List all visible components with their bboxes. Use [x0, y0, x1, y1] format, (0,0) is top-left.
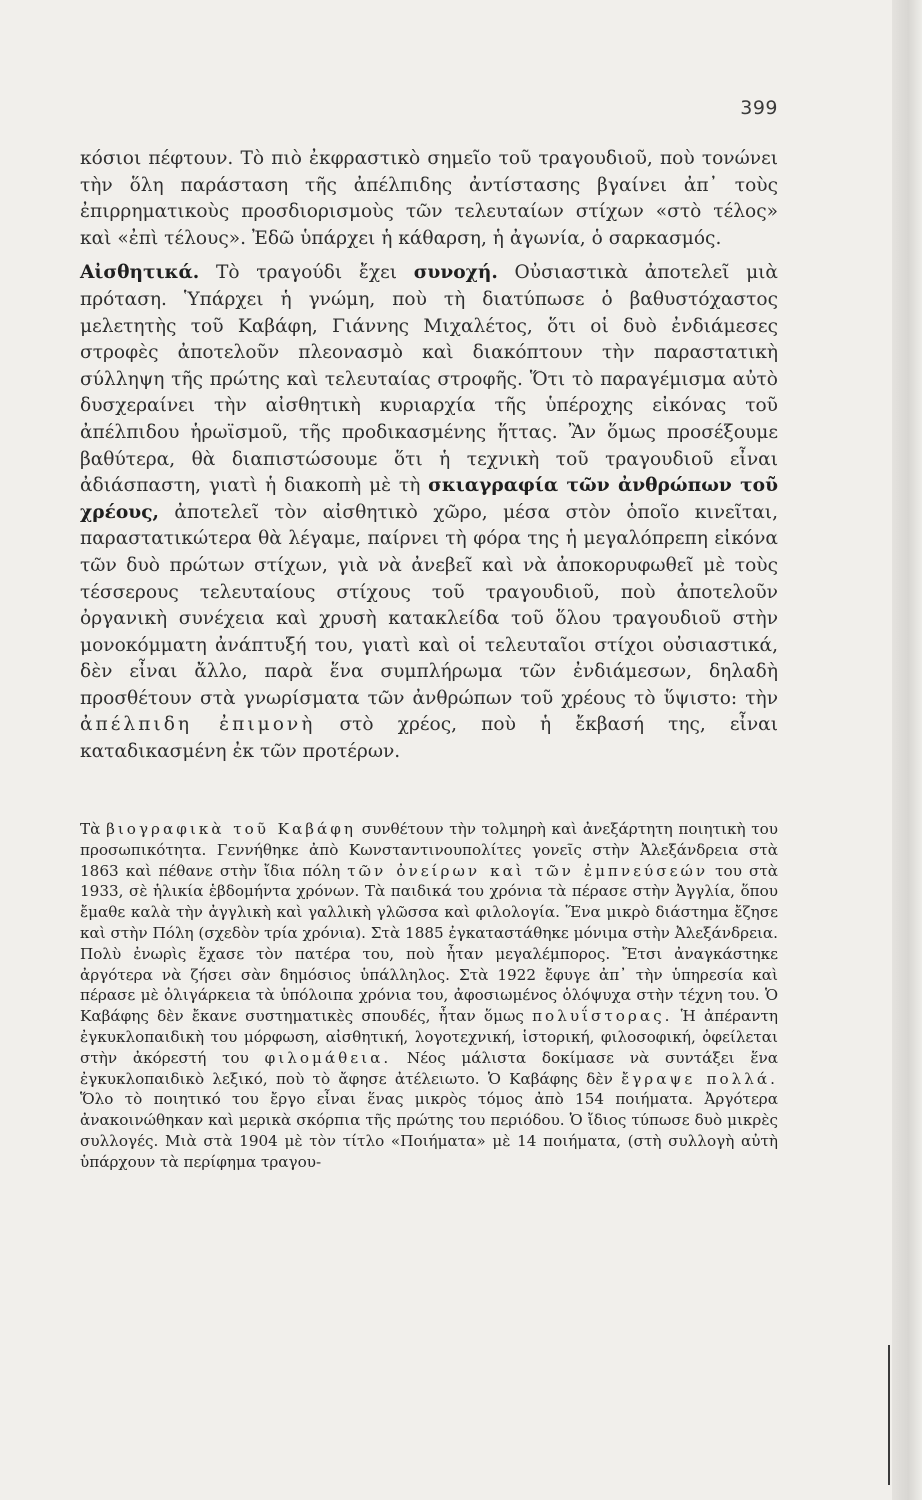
text-fragment: Τὰ	[80, 820, 107, 838]
text-fragment: Ὅλο τὸ ποιητικό του ἔργο εἶναι ἕνας μικρὸς τόμος ἀπὸ 154 ποιήματα. Ἀργότερα ἀνακοινώθηκαν καὶ μερικὰ σκόρπια τῆς πρώτης του περιόδου. Ὁ ἴδιος τύπωσε δυὸ μικρὲς συλλογές. Μιὰ στὰ 1904 μὲ τὸν τίτλο «Ποιήματα» μὲ 14 ποιήματα, (στὴ συλλογὴ αὐτὴ ὑπάρχουν τὰ περίφημα τραγου-	[80, 1090, 778, 1171]
spaced-word-love-of-learning: φιλομάθεια.	[264, 1048, 392, 1067]
text-fragment: Τὸ τραγούδι ἔχει	[199, 262, 414, 284]
text-fragment: συνθέτουν τὴν τολμηρὴ καὶ ἀνεξάρτητη ποιητικὴ του προσωπικότητα. Γεννήθηκε ἀπὸ Κωνσταντινουπολίτες γονεῖς στὴν Ἀλεξάνδρεια στὰ 1863 καὶ πέθανε στὴν ἴδια πόλη	[80, 820, 778, 880]
page-number: 399	[740, 97, 778, 119]
spaced-phrase-biography: βιογραφικὰ τοῦ Καβάφη	[106, 820, 357, 838]
spaced-phrase-persistence: ἀπέλπιδη ἐπιμονὴ	[80, 714, 316, 736]
biography-paragraph	[80, 819, 778, 1173]
paragraph-aesthetics	[80, 260, 778, 765]
biography-note-block	[80, 819, 778, 1173]
text-fragment: Οὐσιαστικὰ ἀποτελεῖ μιὰ πρόταση. Ὑπάρχει ἡ γνώμη, ποὺ τὴ διατύπωσε ὁ βαθυστόχαστος μελετητὴς τοῦ Καβάφη, Γιάννης Μιχαλέτος, ὅτι οἱ δυὸ ἐνδιάμεσες στροφὲς ἀποτελοῦν πλεονασμὸ καὶ διακόπτουν τὴν παραστατικὴ σύλληψη τῆς πρώτης καὶ τελευταίας στροφῆς. Ὅτι τὸ παραγέμισμα αὐτὸ δυσχεραίνει τὴν αἰσθητικὴ κυριαρχία τῆς ὑπέροχης εἰκόνας τοῦ ἀπέλπιδου ἡρωϊσμοῦ, τῆς προδικασμένης ἥττας. Ἂν ὅμως προσέξουμε βαθύτερα, θὰ διαπιστώσουμε ὅτι ἡ τεχνικὴ τοῦ τραγουδιοῦ εἶναι ἀδιάσπαστη, γιατὶ ἡ διακοπὴ μὲ τὴ	[80, 262, 778, 497]
main-text-block	[80, 146, 778, 766]
page-edge-shadow	[892, 0, 922, 1500]
spaced-phrase-wrote-little: ἔγραψε πολλά.	[621, 1069, 778, 1088]
spaced-word-polymath: πολυΐστορας.	[532, 1007, 673, 1026]
text-fragment: Νέος μάλιστα δοκίμασε νὰ συντάξει ἕνα ἐγκυκλοπαιδικὸ λεξικό, ποὺ τὸ ἄφησε ἀτέλειωτο. Ὁ Καβάφης δὲν	[80, 1048, 778, 1088]
section-heading-aesthetics: Αἰσθητικά.	[80, 262, 200, 284]
text-fragment: Ἡ ἀπέραντη ἐγκυκλοπαιδικὴ του μόρφωση, αἰσθητική, λογοτεχνική, ἱστορική, φιλοσοφική, ὀφείλεται στὴν ἀκόρεστή του	[80, 1007, 779, 1067]
bold-term-coherence: συνοχή.	[413, 262, 498, 284]
text-fragment: ἀποτελεῖ τὸν αἰσθητικὸ χῶρο, μέσα στὸν ὁποῖο κινεῖται, παραστατικώτερα θὰ λέγαμε, παίρνει τὴ φόρα της ἡ μεγαλόπρεπη εἰκόνα τῶν δυὸ πρώτων στίχων, γιὰ νὰ ἀνεβεῖ καὶ νὰ ἀποκορυφωθεῖ μὲ τοὺς τέσσερους τελευταίους στίχους τοῦ τραγουδιοῦ, ποὺ ἀποτελοῦν ὀργανικὴ συνέχεια καὶ χρυσὴ κατακλείδα τοῦ ὅλου τραγουδιοῦ στὴν μονοκόμματη ἀνάπτυξή του, γιατὶ καὶ οἱ τελευταῖοι στίχοι οὐσιαστικά, δὲν εἶναι ἄλλο, παρὰ ἕνα συμπλήρωμα τῶν ἐνδιάμεσων, δηλαδὴ προσθέτουν στὰ γνωρίσματα τῶν ἀνθρώπων τοῦ χρέους τὸ ὕψιστο: τὴν	[80, 501, 778, 709]
margin-line-mark	[888, 1345, 890, 1485]
text-fragment: του στὰ 1933, σὲ ἡλικία ἑβδομήντα χρόνων. Τὰ παιδικά του χρόνια τὰ πέρασε στὴν Ἀγγλία, ὅπου ἔμαθε καλὰ τὴν ἀγγλικὴ καὶ γαλλικὴ γλῶσσα καὶ φιλολογία. Ἕνα μικρὸ διάστημα ἔζησε καὶ στὴν Πόλη (σχεδὸν τρία χρόνια). Στὰ 1885 ἐγκαταστάθηκε μόνιμα στὴν Ἀλεξάνδρεια. Πολὺ ἐνωρὶς ἔχασε τὸν πατέρα του, ποὺ ἦταν μεγαλέμπορος. Ἔτσι ἀναγκάστηκε ἀργότερα νὰ ζήσει σὰν δημόσιος ὑπάλληλος. Στὰ 1922 ἔφυγε ἀπ᾿ τὴν ὑπηρεσία καὶ πέρασε μὲ ὀλιγάρκεια τὰ ὑπόλοιπα χρόνια του, ἀφοσιωμένος ὁλόψυχα στὴν τέχνη του. Ὁ Καβάφης δὲν ἔκανε συστηματικὲς σπουδές, ἦταν ὅμως	[80, 861, 779, 1026]
bold-phrase-sketch: σκιαγραφία τῶν ἀνθρώπων τοῦ χρέους,	[80, 475, 778, 523]
spaced-phrase-dreams: τῶν ὀνείρων καὶ τῶν ἐμπνεύσεών	[347, 861, 709, 880]
text-fragment: στὸ χρέος, ποὺ ἡ ἔκβασή της, εἶναι καταδικασμένη ἐκ τῶν προτέρων.	[80, 714, 778, 763]
paragraph-intro: κόσιοι πέφτουν. Τὸ πιὸ ἐκφραστικὸ σημεῖο τοῦ τραγουδιοῦ, ποὺ τονώνει τὴν ὅλη παράσταση τῆς ἀπέλπιδης ἀντίστασης βγαίνει ἀπ᾿ τοὺς ἐπιρρηματικοὺς προσδιορισμοὺς τῶν τελευταίων στίχων «στὸ τέλος» καὶ «ἐπὶ τέλους». Ἐδῶ ὑπάρχει ἡ κάθαρση, ἡ ἀγωνία, ὁ σαρκασμός.	[80, 148, 778, 249]
